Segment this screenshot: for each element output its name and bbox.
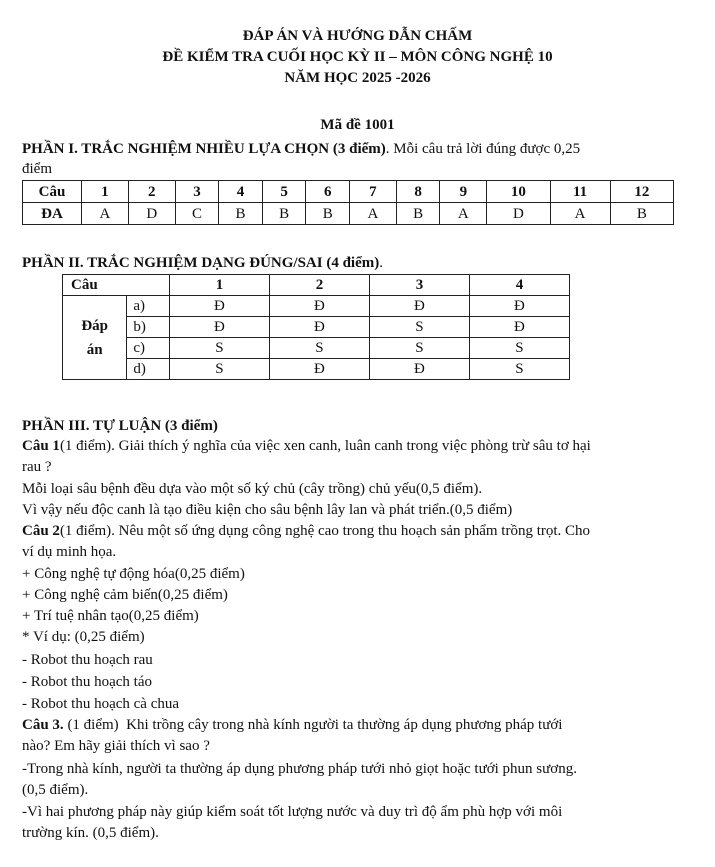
answer-cell: Đ — [369, 296, 469, 317]
table-row — [63, 296, 570, 317]
question-number: 6 — [306, 181, 350, 203]
doc-title: ĐÁP ÁN VÀ HƯỚNG DẪN CHẤM — [242, 28, 473, 44]
part2-heading — [22, 253, 692, 273]
answer-cell: S — [269, 338, 369, 359]
answer-cell: Đ — [469, 296, 569, 317]
question-number: 3 — [369, 275, 469, 296]
question-number: 12 — [610, 181, 673, 203]
q2-answer-5: - Robot thu hoạch rau — [22, 652, 153, 668]
row-label-answer: ĐA — [23, 203, 82, 225]
q1-text: (1 điểm). Giải thích ý nghĩa của việc xen canh, luân canh trong việc phòng trừ sâu tơ hại — [59, 438, 591, 454]
table-row — [63, 275, 570, 296]
answer-cell: A — [350, 203, 397, 225]
answer-cell: D — [487, 203, 550, 225]
q3-label: Câu 3. — [22, 717, 64, 733]
part1-answer-table — [22, 180, 674, 225]
table-row — [23, 203, 674, 225]
answer-cell: B — [219, 203, 263, 225]
statement-label: d) — [127, 359, 170, 380]
part1-note: . Mỗi câu trả lời đúng được 0,25 — [385, 141, 581, 157]
answer-cell: B — [306, 203, 350, 225]
q3-prompt-cont: nào? Em hãy giải thích vì sao ? — [22, 738, 210, 754]
row-label-line2: án — [86, 341, 103, 358]
q3-text: (1 điểm) Khi trồng cây trong nhà kính người ta thường áp dụng phương pháp tưới — [63, 717, 563, 733]
question-number: 8 — [396, 181, 440, 203]
school-year: NĂM HỌC 2025 -2026 — [284, 70, 431, 86]
answer-cell: S — [369, 338, 469, 359]
table-row — [63, 359, 570, 380]
q3-answer-1-cont: (0,5 điểm). — [22, 782, 89, 798]
answer-cell: Đ — [369, 359, 469, 380]
statement-label: a) — [127, 296, 170, 317]
answer-cell: Đ — [169, 296, 269, 317]
question-number: 4 — [219, 181, 263, 203]
answer-cell: Đ — [169, 317, 269, 338]
part2-title: PHẦN II. TRẮC NGHIỆM DẠNG ĐÚNG/SAI (4 điểm) — [22, 255, 380, 271]
question-number: 9 — [440, 181, 487, 203]
question-number: 2 — [269, 275, 369, 296]
table-row — [23, 181, 674, 203]
q3-answer-2: -Vì hai phương pháp này giúp kiểm soát tốt lượng nước và duy trì độ ẩm phù hợp với môi — [22, 804, 563, 820]
row-label-question: Câu — [23, 181, 82, 203]
q2-answer-3: + Trí tuệ nhân tạo(0,25 điểm) — [22, 608, 199, 624]
q2-answer-6: - Robot thu hoạch táo — [22, 674, 152, 690]
q2-prompt-cont: ví dụ minh họa. — [22, 544, 117, 560]
q2-answer-1: + Công nghệ tự động hóa(0,25 điểm) — [22, 566, 245, 582]
answer-cell: S — [369, 317, 469, 338]
answer-cell: B — [396, 203, 440, 225]
q2-answer-2: + Công nghệ cảm biến(0,25 điểm) — [22, 587, 228, 603]
part3-heading — [22, 416, 692, 436]
exam-code: Mã đề 1001 — [320, 117, 395, 133]
answer-cell: A — [82, 203, 129, 225]
q2-answer-4: * Ví dụ: (0,25 điểm) — [22, 629, 145, 645]
q1-prompt-cont: rau ? — [22, 459, 52, 475]
answer-cell: S — [469, 338, 569, 359]
question-number: 5 — [262, 181, 306, 203]
q3-answer-2-cont: trường kín. (0,5 điểm). — [22, 825, 159, 841]
q2-label: Câu 2 — [22, 523, 60, 539]
q2-text: (1 điểm). Nêu một số ứng dụng công nghệ cao trong thu hoạch sản phẩm trồng trọt. Cho — [59, 523, 591, 539]
answer-cell: Đ — [269, 359, 369, 380]
answer-cell: D — [128, 203, 175, 225]
part2-title-tail: . — [379, 255, 383, 271]
answer-cell: S — [469, 359, 569, 380]
answer-cell: Đ — [269, 317, 369, 338]
q3-prompt — [22, 715, 692, 735]
question-number: 1 — [169, 275, 269, 296]
answer-cell: S — [169, 338, 269, 359]
table-row — [63, 317, 570, 338]
question-number: 1 — [82, 181, 129, 203]
question-number: 11 — [550, 181, 610, 203]
answer-cell: S — [169, 359, 269, 380]
q1-prompt — [22, 436, 692, 456]
row-label-line1: Đáp — [81, 317, 109, 334]
doc-subtitle: ĐỀ KIỂM TRA CUỐI HỌC KỲ II – MÔN CÔNG NGHỆ 10 — [162, 49, 553, 65]
q2-prompt — [22, 521, 692, 541]
part1-note-cont: điểm — [22, 161, 52, 177]
table-row — [63, 338, 570, 359]
answer-cell: C — [175, 203, 219, 225]
part1-heading — [22, 139, 692, 159]
statement-label: b) — [127, 317, 170, 338]
answer-cell: A — [440, 203, 487, 225]
answer-cell: B — [262, 203, 306, 225]
answer-cell: Đ — [469, 317, 569, 338]
part2-answer-table — [62, 274, 570, 380]
question-number: 2 — [128, 181, 175, 203]
part3-title: PHẦN III. TỰ LUẬN (3 điểm) — [22, 418, 218, 434]
question-number: 7 — [350, 181, 397, 203]
question-number: 10 — [487, 181, 550, 203]
question-number: 4 — [469, 275, 569, 296]
part1-title: PHẦN I. TRẮC NGHIỆM NHIỀU LỰA CHỌN (3 điểm) — [22, 141, 386, 157]
col-label-question: Câu — [63, 275, 170, 296]
answer-cell: A — [550, 203, 610, 225]
q1-label: Câu 1 — [22, 438, 60, 454]
answer-cell: Đ — [269, 296, 369, 317]
row-label-answer — [63, 296, 127, 380]
q1-answer-2: Vì vậy nếu độc canh là tạo điều kiện cho sâu bệnh lây lan và phát triển.(0,5 điểm) — [22, 502, 513, 518]
answer-cell: B — [610, 203, 673, 225]
q2-answer-7: - Robot thu hoạch cà chua — [22, 696, 180, 712]
question-number: 3 — [175, 181, 219, 203]
q3-answer-1: -Trong nhà kính, người ta thường áp dụng phương pháp tưới nhỏ giọt hoặc tưới phun sương. — [22, 761, 577, 777]
statement-label: c) — [127, 338, 170, 359]
q1-answer-1: Mỗi loại sâu bệnh đều dựa vào một số ký chủ (cây trồng) chủ yếu(0,5 điểm). — [22, 481, 483, 497]
